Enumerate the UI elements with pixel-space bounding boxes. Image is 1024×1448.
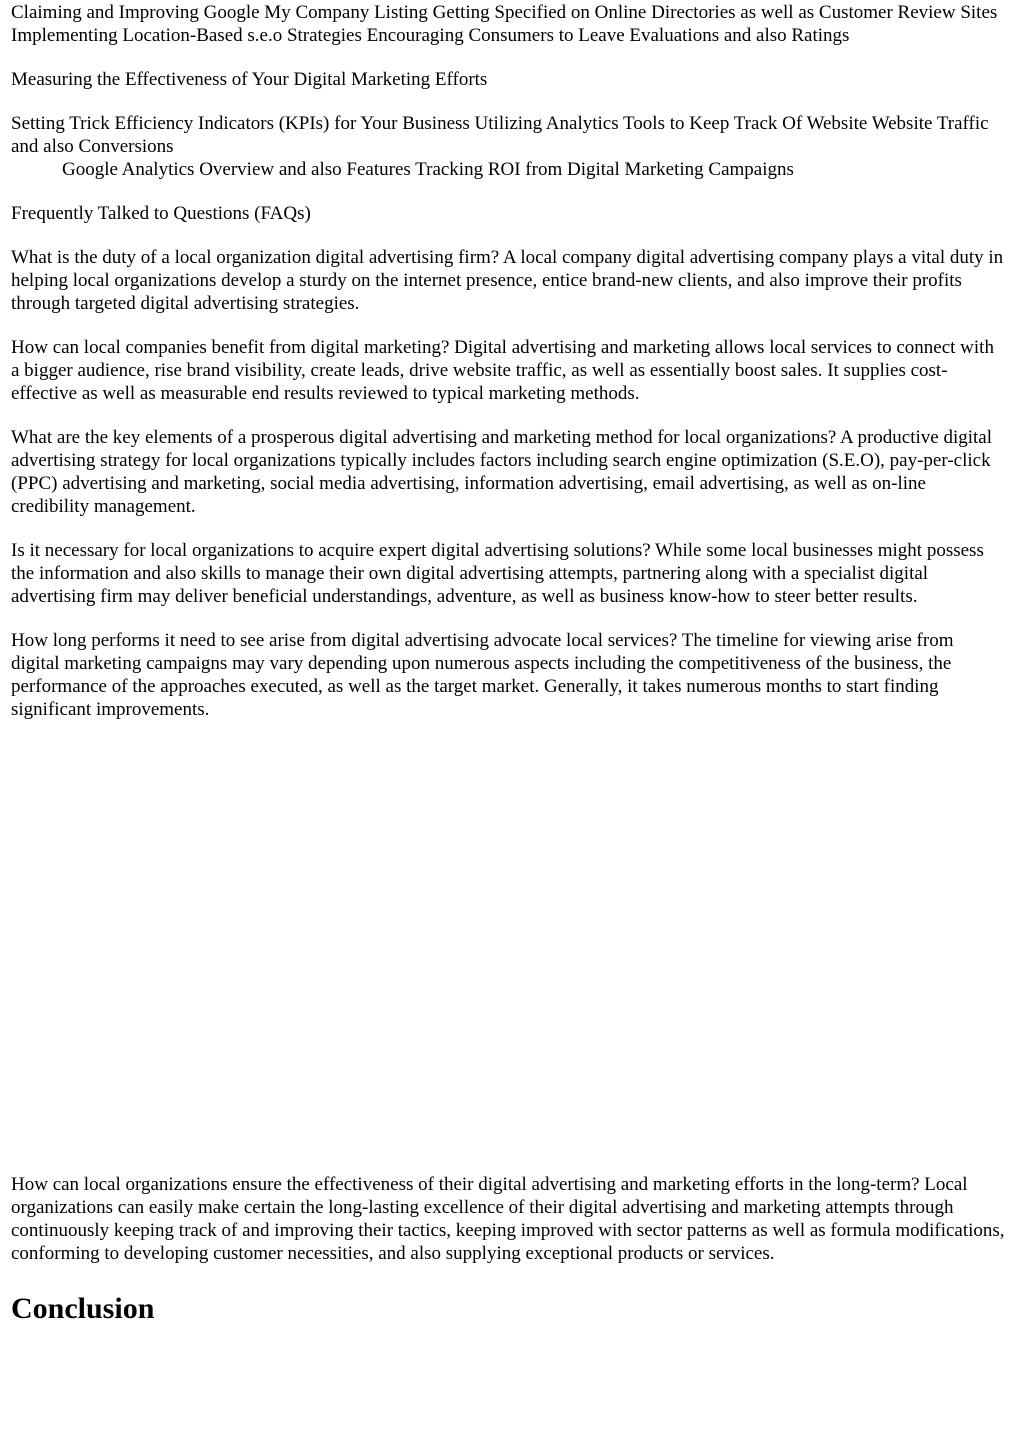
local-seo-list <box>11 1 1006 47</box>
document-page <box>11 0 1006 1327</box>
faq-item: How can local organizations ensure the effectiveness of their digital advertising and marketing efforts in the long-term? Local organizations can easily make certain the long-lasting excellence of their digital advertising and marketing attempts through continuously keeping track of and improving their tactics, keeping improved with sector patterns as well as formula modifications, conforming to developing customer necessities, and also supplying exceptional products or services. <box>11 1174 1005 1264</box>
faq-item: What are the key elements of a prosperous digital advertising and marketing method for local organizations? A productive digital advertising strategy for local organizations typically includes factors including search engine optimization (S.E.O), pay-per-click (PPC) advertising and marketing, social media advertising, information advertising, email advertising, as well as on-line credibility management. <box>11 427 993 517</box>
faq-heading: Frequently Talked to Questions (FAQs) <box>11 203 311 224</box>
measuring-items-text: Setting Trick Efficiency Indicators (KPIs) for Your Business Utilizing Analytics Tools to Keep Track Of Website Website Traffic and also Conversions <box>11 113 989 157</box>
faq-item: How long performs it need to see arise from digital advertising advocate local services? The timeline for viewing arise from digital marketing campaigns may vary depending upon numerous aspects including the competitiveness of the business, the performance of the approaches executed, as well as the target market. Generally, it takes numerous months to start finding significant improvements. <box>11 630 954 720</box>
measuring-list <box>11 112 1006 181</box>
measuring-heading: Measuring the Effectiveness of Your Digital Marketing Efforts <box>11 69 488 90</box>
local-seo-items-text: Claiming and Improving Google My Company Listing Getting Specified on Online Directories as well as Customer Review Sites Implementing Location-Based s.e.o Strategies Encouraging Consumers to Leave Evaluations and also Ratings <box>11 2 998 46</box>
faq-item: Is it necessary for local organizations to acquire expert digital advertising solutions? While some local businesses might possess the information and also skills to manage their own digital advertising attempts, partnering along with a specialist digital advertising firm may deliver beneficial understandings, adventure, as well as business know-how to steer better results. <box>11 540 984 607</box>
faq-item: What is the duty of a local organization digital advertising firm? A local company digital advertising company plays a vital duty in helping local organizations develop a sturdy on the internet presence, entice brand-new clients, and also improve their profits through targeted digital advertising strategies. <box>11 247 1004 314</box>
faq-item: How can local companies benefit from digital marketing? Digital advertising and marketing allows local services to connect with a bigger audience, rise brand visibility, create leads, drive website traffic, as well as essentially boost sales. It supplies cost-effective as well as measurable end results reviewed to typical marketing methods. <box>11 337 994 404</box>
blank-space <box>11 721 1006 1173</box>
measuring-subitems-text: Google Analytics Overview and also Features Tracking ROI from Digital Marketing Campaigns <box>62 159 794 180</box>
measuring-sublist <box>62 158 1006 181</box>
conclusion-heading: Conclusion <box>11 1292 155 1325</box>
